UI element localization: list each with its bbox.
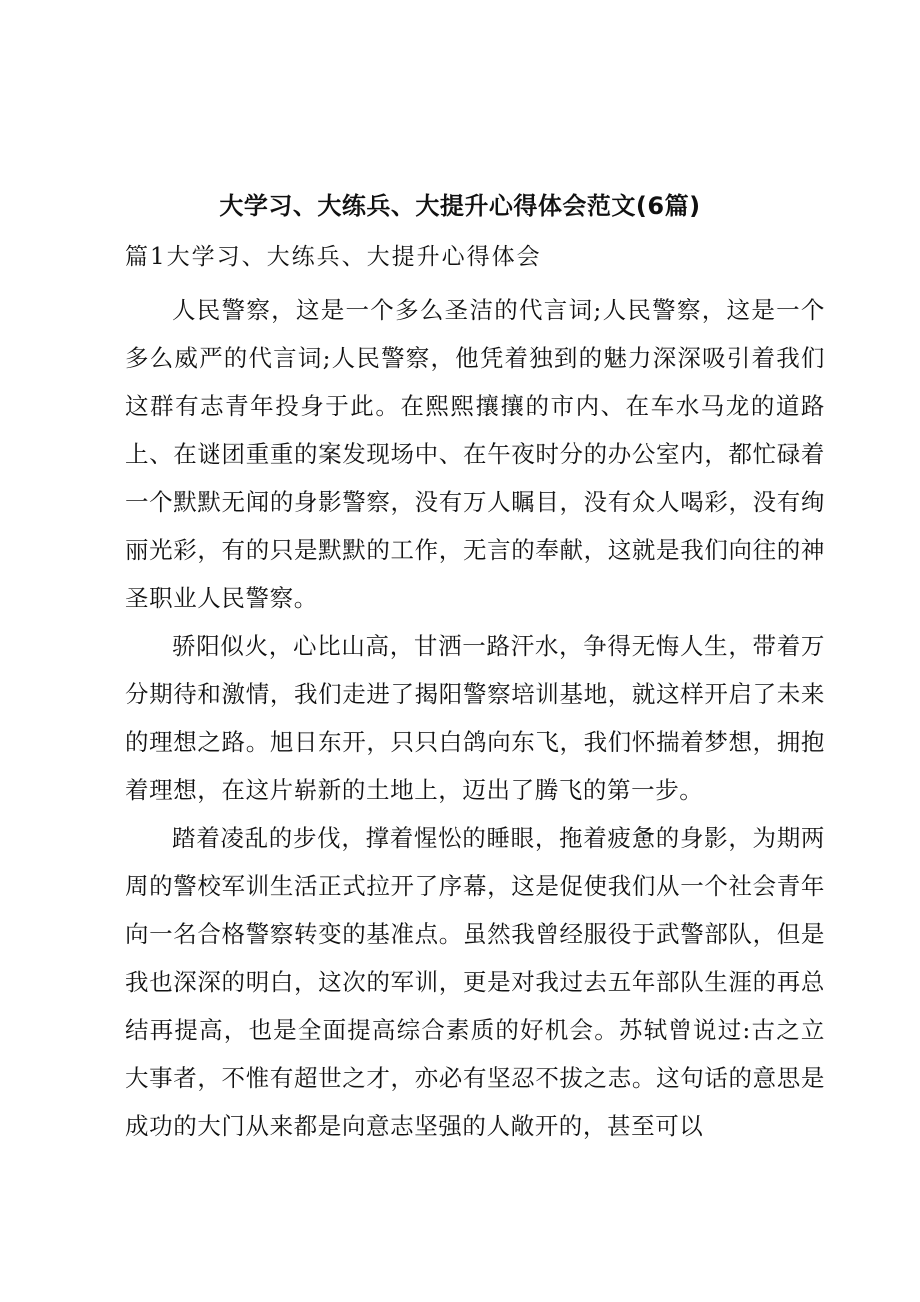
document-title: 大学习、大练兵、大提升心得体会范文(6篇) <box>219 192 701 220</box>
paragraph-2: 骄阳似火，心比山高，甘洒一路汗水，争得无悔人生，带着万分期待和激情，我们走进了揭阳警察培训基地，就这样开启了未来的理想之路。旭日东开，只只白鸽向东飞，我们怀揣着梦想，拥抱着理想，在这片崭新的土地上，迈出了腾飞的第一步。 <box>125 632 825 804</box>
section-heading: 篇1大学习、大练兵、大提升心得体会 <box>125 244 542 270</box>
paragraph-3: 踏着凌乱的步伐，撑着惺忪的睡眼，拖着疲惫的身影，为期两周的警校军训生活正式拉开了序幕，这是促使我们从一个社会青年向一名合格警察转变的基准点。虽然我曾经服役于武警部队，但是我也深深的明白，这次的军训，更是对我过去五年部队生涯的再总结再提高，也是全面提高综合素质的好机会。苏轼曾说过:古之立大事者，不惟有超世之才，亦必有坚忍不拔之志。这句话的意思是成功的大门从来都是向意志坚强的人敞开的，甚至可以 <box>125 824 825 1140</box>
document-body <box>125 286 825 1150</box>
paragraph-1: 人民警察，这是一个多么圣洁的代言词;人民警察，这是一个多么威严的代言词;人民警察，他凭着独到的魅力深深吸引着我们这群有志青年投身于此。在熙熙攘攘的市内、在车水马龙的道路上、在谜团重重的案发现场中、在午夜时分的办公室内，都忙碌着一个默默无闻的身影警察，没有万人瞩目，没有众人喝彩，没有绚丽光彩，有的只是默默的工作，无言的奉献，这就是我们向往的神圣职业人民警察。 <box>125 296 825 612</box>
